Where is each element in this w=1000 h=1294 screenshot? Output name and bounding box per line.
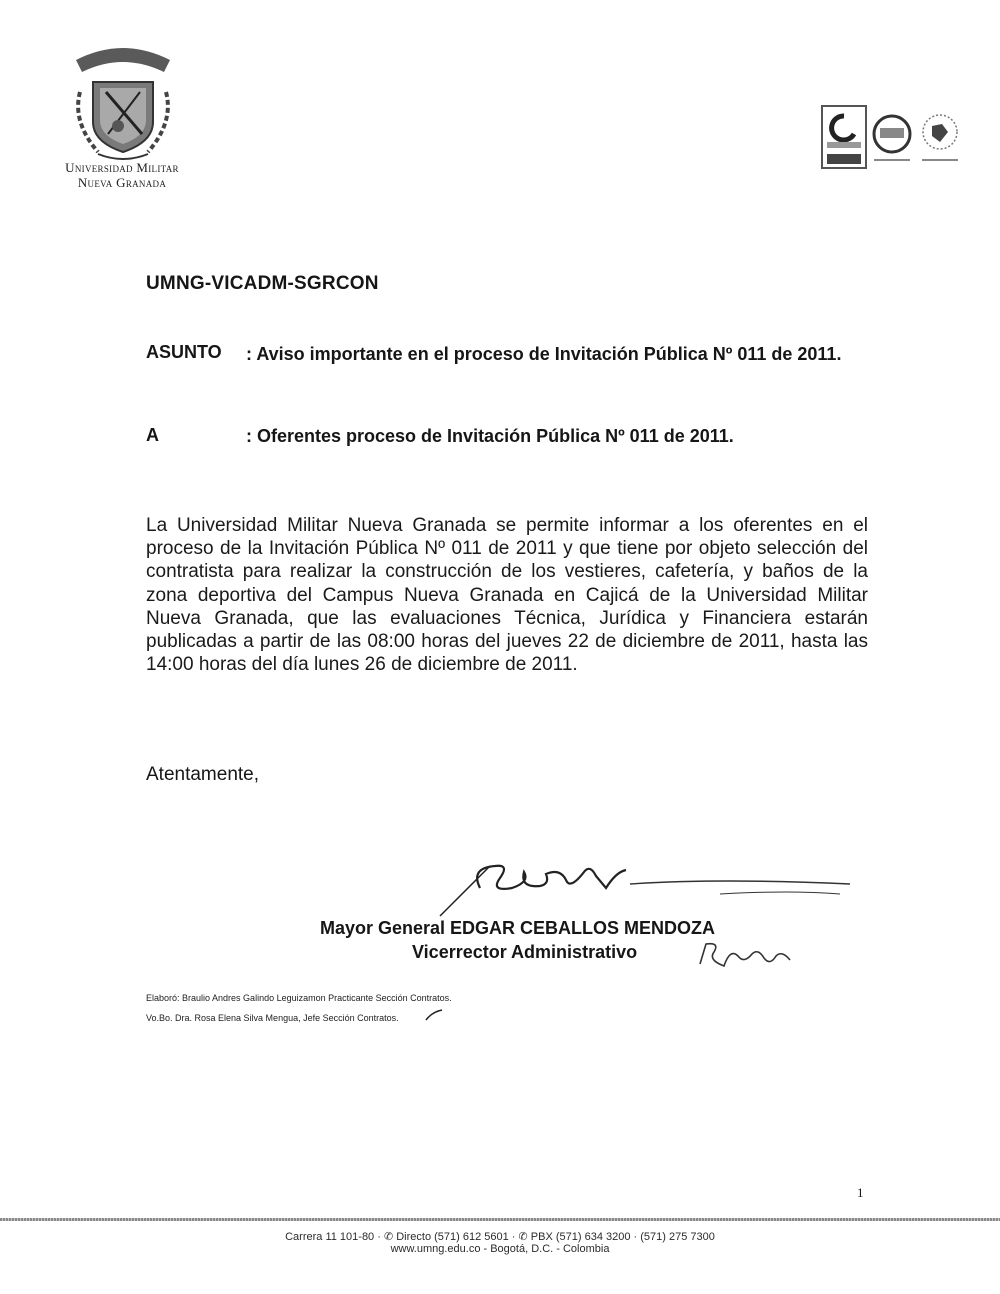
page-number: 1 (857, 1185, 864, 1200)
reference-code: UMNG-VICADM-SGRCON (146, 273, 379, 294)
signer-title: Vicerrector Administrativo (412, 942, 638, 962)
asunto-value: : Aviso importante en el proceso de Invitación Pública Nº 011 de 2011. (246, 344, 842, 364)
footer-address: Carrera 11 101-80 · ✆ Directo (571) 612 5601 · ✆ PBX (571) 634 3200 · (571) 275 7300 (285, 1231, 715, 1243)
approved-by-note: Vo.Bo. Dra. Rosa Elena Silva Mengua, Jefe Sección Contratos. (146, 1013, 399, 1023)
university-name (52, 160, 192, 190)
closing: Atentamente, (146, 764, 260, 785)
letter-body: La Universidad Militar Nueva Granada se permite informar a los oferentes en el proceso de la Invitación Pública Nº 011 de 2011 y que tiene por objeto selección del contratista para realizar la construcción de los vestieres, cafetería, y baños de la zona deportiva del Campus Nueva Granada en Cajicá de la Universidad Militar Nueva Granada, que las evaluaciones Técnica, Jurídica y Financiera estarán publicadas a partir de las 08:00 horas del jueves 22 de diciembre de 2011, hasta las 14:00 horas del día lunes 26 de diciembre de 2011. (146, 515, 868, 676)
check-mark-icon (424, 1008, 444, 1022)
asunto-label: ASUNTO (146, 342, 222, 362)
signer-name: Mayor General EDGAR CEBALLOS MENDOZA (320, 918, 716, 938)
certification-seals-icon (818, 102, 968, 177)
university-name-line1: Universidad Militar (65, 160, 179, 175)
prepared-by-note: Elaboró: Braulio Andres Galindo Leguizamon Practicante Sección Contratos. (146, 993, 452, 1003)
recipient-value: : Oferentes proceso de Invitación Pública Nº 011 de 2011. (246, 426, 734, 446)
handwritten-initials (694, 938, 804, 972)
university-crest-icon (58, 42, 188, 167)
footer-divider (0, 1218, 1000, 1221)
footer-website: www.umng.edu.co - Bogotá, D.C. - Colombia (390, 1243, 610, 1255)
recipient-label: A (146, 425, 159, 445)
handwritten-signature (420, 858, 850, 918)
university-name-line2: Nueva Granada (77, 175, 167, 190)
